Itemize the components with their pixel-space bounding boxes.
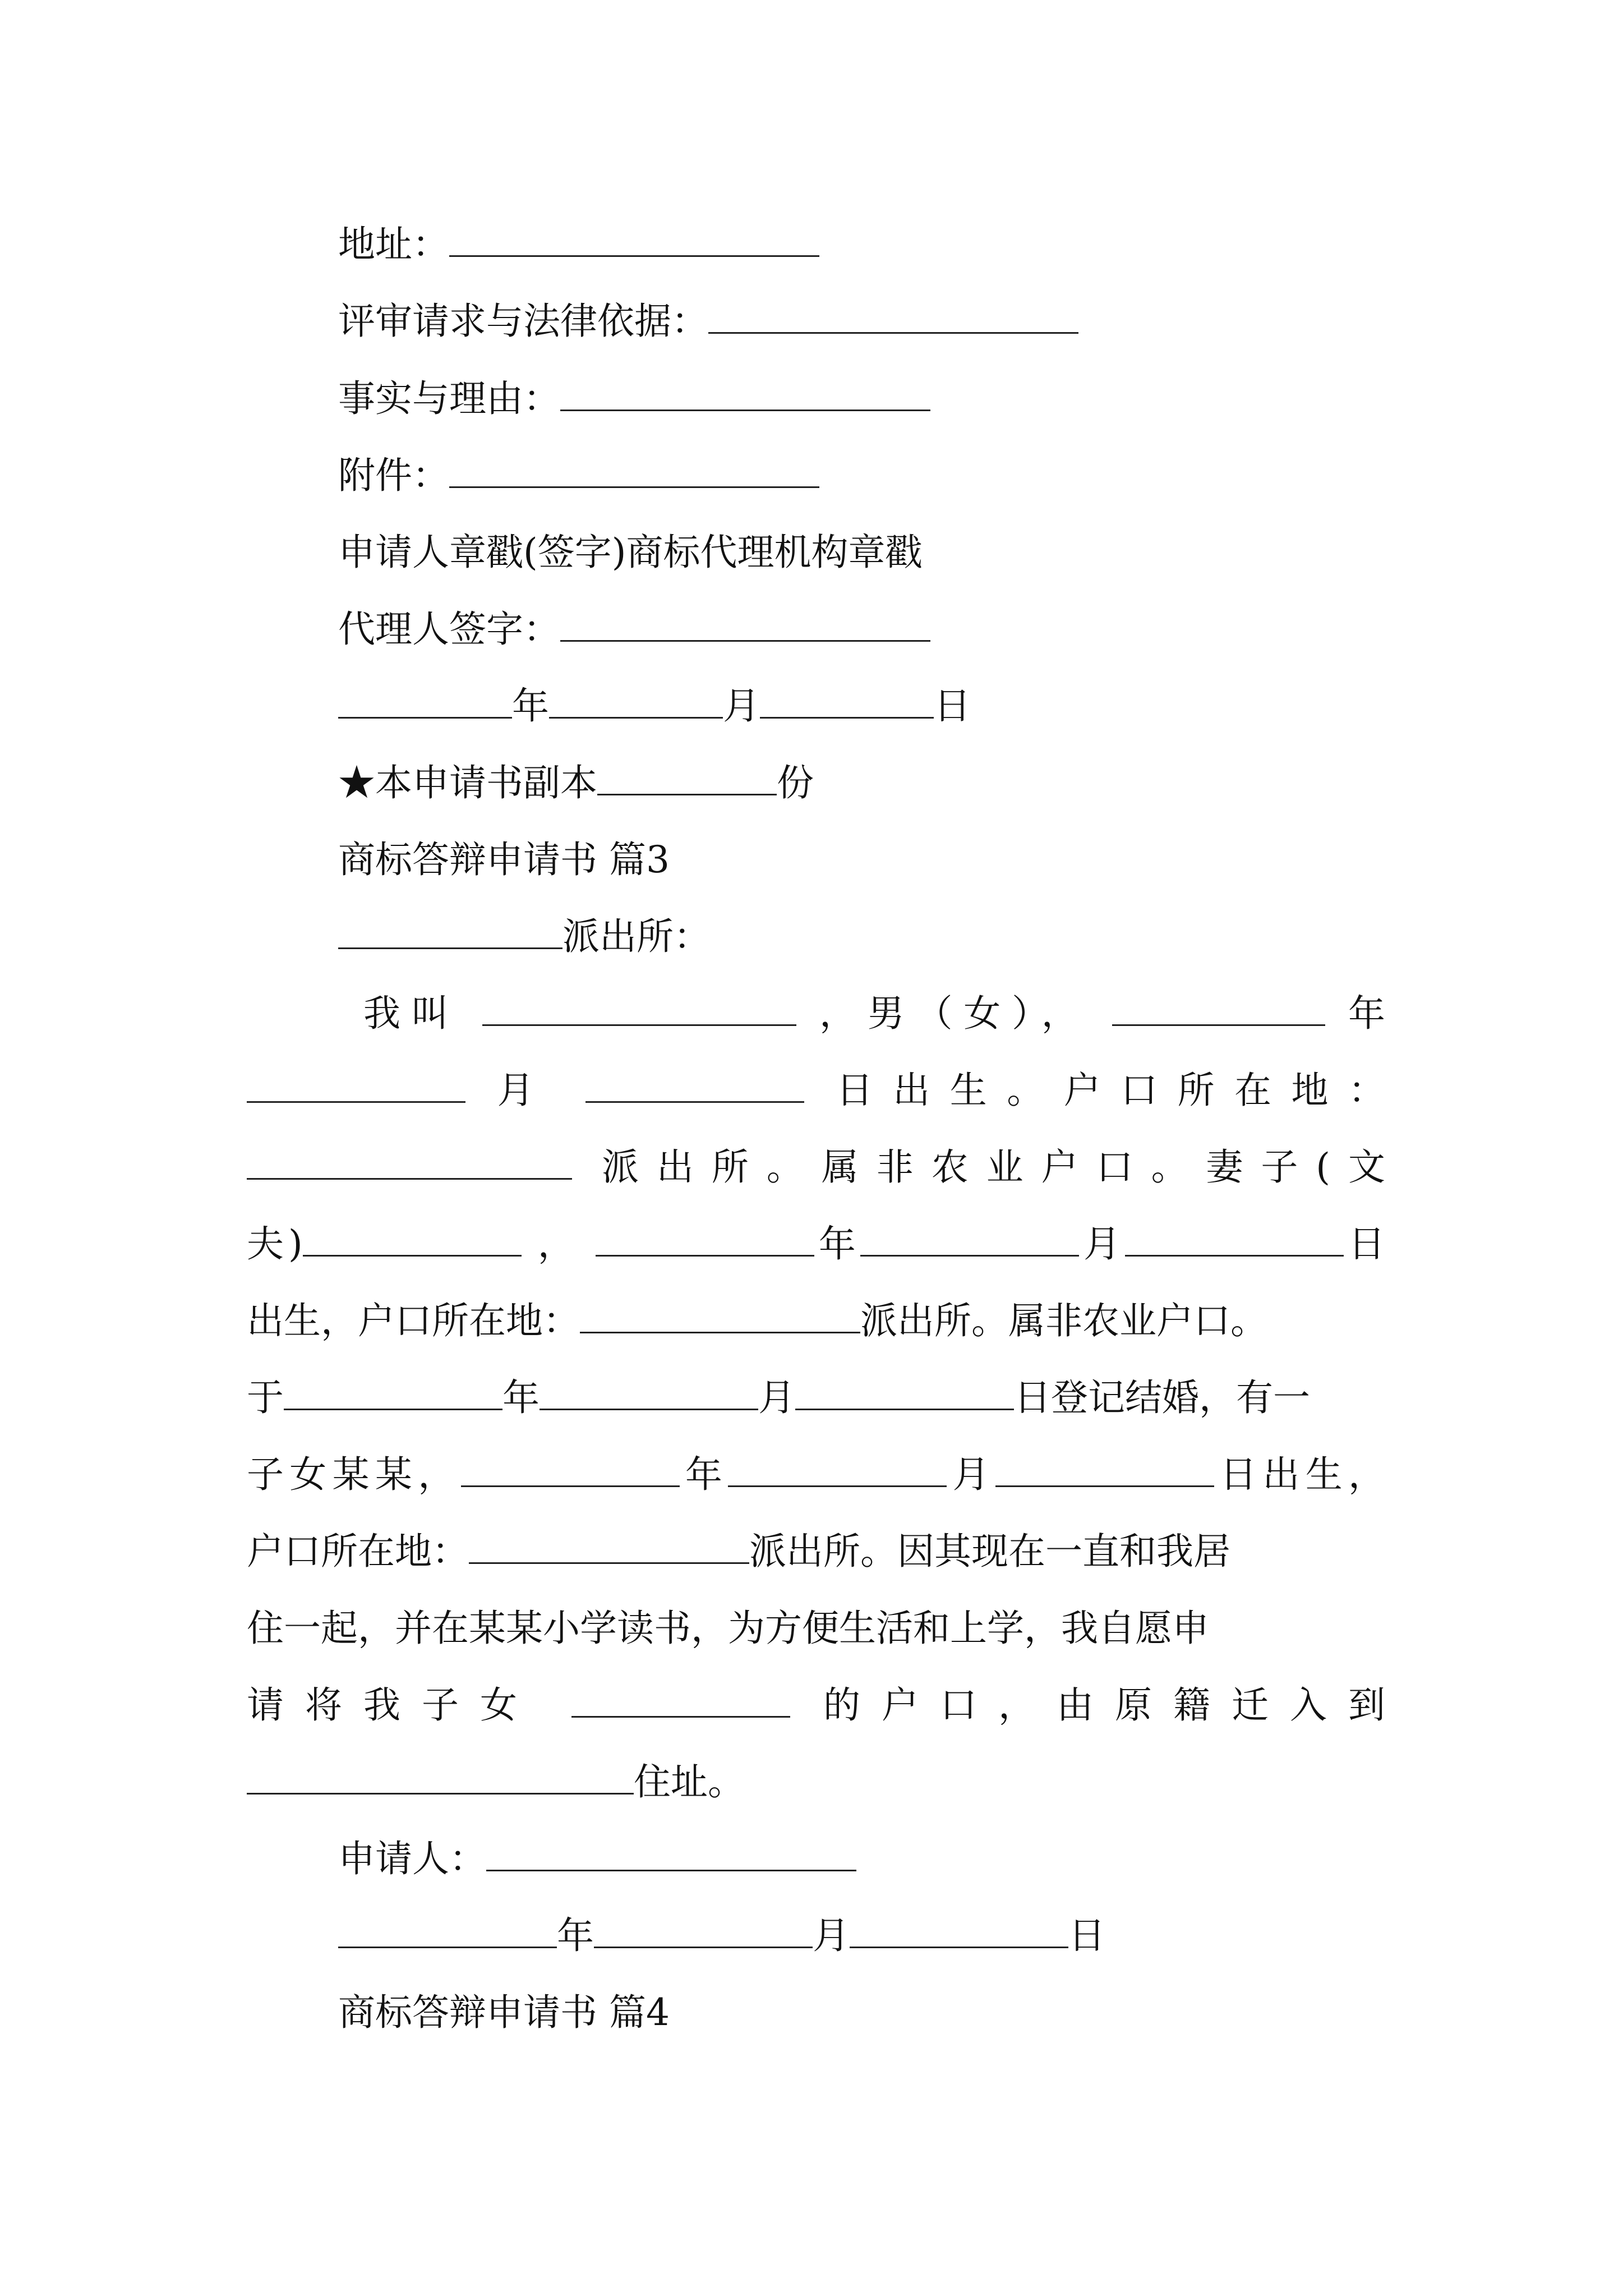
year-label: 年 (512, 684, 549, 728)
birth-day-blank[interactable] (585, 1066, 804, 1103)
review-request-blank[interactable] (708, 297, 1078, 334)
body-text: 子女某某， (247, 1453, 461, 1496)
body-text: 住址。 (634, 1760, 745, 1803)
body-text: 月 (758, 1376, 795, 1419)
year-label: 年 (557, 1914, 594, 1957)
name-blank[interactable] (482, 990, 796, 1026)
day-label: 日 (934, 684, 971, 728)
birth-month-blank[interactable] (247, 1066, 465, 1103)
body-text: 日 (1343, 1222, 1385, 1266)
marriage-month-blank[interactable] (540, 1374, 758, 1410)
spouse-name-blank[interactable] (303, 1220, 522, 1257)
agent-signature-label: 代理人签字： (338, 608, 560, 651)
body-line-1 (363, 987, 1385, 1041)
police-station-blank[interactable] (338, 913, 562, 949)
spouse-year-blank[interactable] (596, 1220, 814, 1257)
copies-blank[interactable] (597, 759, 777, 795)
heading-4-text: 商标答辩申请书 篇4 (338, 1991, 670, 2034)
date-line-2 (338, 1909, 1105, 1963)
body-line-3 (247, 1140, 1385, 1194)
body-line-7 (247, 1448, 1385, 1502)
applicant-line (338, 1832, 856, 1886)
year-blank[interactable] (338, 1912, 557, 1948)
body-text: 日出生。户口所在地： (836, 1069, 1386, 1112)
body-text: 请将我子女 (247, 1683, 539, 1727)
month-blank[interactable] (549, 682, 723, 719)
day-blank[interactable] (760, 682, 934, 719)
agent-signature-line (338, 602, 930, 656)
body-text: 出生，户口所在地： (247, 1299, 580, 1342)
spouse-household-blank[interactable] (580, 1297, 860, 1333)
body-text: 户口所在地： (247, 1530, 469, 1573)
body-text: 派出所。因其现在一直和我居 (749, 1530, 1230, 1573)
applicant-blank[interactable] (486, 1835, 856, 1871)
body-text: ，男（女）， (819, 992, 1090, 1035)
review-request-line (338, 295, 1078, 348)
child-name-blank[interactable] (571, 1681, 790, 1718)
marriage-year-blank[interactable] (284, 1374, 502, 1410)
agent-signature-blank[interactable] (560, 605, 930, 642)
address-blank[interactable] (449, 220, 819, 257)
child-household-blank[interactable] (469, 1527, 749, 1564)
month-blank[interactable] (594, 1912, 813, 1948)
birth-year-blank[interactable] (1112, 990, 1325, 1026)
heading-3-text: 商标答辩申请书 篇3 (338, 838, 670, 881)
child-month-blank[interactable] (728, 1451, 947, 1487)
seal-text: 申请人章戳(签字)商标代理机构章戳 (338, 531, 923, 574)
attachment-blank[interactable] (449, 452, 819, 488)
marriage-day-blank[interactable] (795, 1374, 1014, 1410)
body-line-10 (247, 1678, 1385, 1732)
attachment-label: 附件： (338, 454, 449, 497)
body-text: 住一起，并在某某小学读书，为方便生活和上学，我自愿申 (247, 1607, 1209, 1650)
body-line-5 (247, 1294, 1385, 1348)
body-text: 派出所。属非农业户口。妻子(文 (601, 1145, 1386, 1189)
body-text: 我叫 (363, 992, 460, 1035)
police-station-line (338, 910, 711, 964)
body-line-9 (247, 1602, 1385, 1655)
facts-blank[interactable] (560, 375, 930, 411)
body-line-6 (247, 1371, 1385, 1425)
body-text: 年 (1348, 992, 1386, 1035)
child-day-blank[interactable] (995, 1451, 1214, 1487)
body-text: 的户口，由原籍迁入到 (823, 1683, 1386, 1727)
year-blank[interactable] (338, 682, 512, 719)
body-text: 于 (247, 1376, 284, 1419)
facts-label: 事实与理由： (338, 377, 560, 420)
new-address-blank[interactable] (247, 1758, 634, 1795)
body-line-8 (247, 1525, 1385, 1579)
body-text: 夫) (247, 1222, 303, 1266)
body-line-2 (247, 1064, 1385, 1117)
applicant-label: 申请人： (338, 1837, 486, 1880)
spouse-day-blank[interactable] (1125, 1220, 1344, 1257)
month-label: 月 (723, 684, 760, 728)
heading-3 (338, 833, 670, 887)
attachment-line (338, 449, 819, 503)
body-text: 日登记结婚，有一 (1014, 1376, 1310, 1419)
spouse-month-blank[interactable] (860, 1220, 1079, 1257)
body-text: 年 (679, 1453, 728, 1496)
body-line-11 (247, 1755, 1385, 1809)
body-text: ， (537, 1222, 579, 1266)
seal-line (338, 526, 923, 579)
body-text: 月 (497, 1069, 554, 1112)
body-text: 派出所。属非农业户口。 (860, 1299, 1267, 1342)
copies-line (338, 756, 814, 810)
body-text: 月 (947, 1453, 995, 1496)
body-line-4 (247, 1217, 1385, 1271)
address-line (338, 218, 819, 272)
review-request-label: 评审请求与法律依据： (338, 300, 708, 343)
body-text: 月 (1078, 1222, 1125, 1266)
day-label: 日 (1068, 1914, 1105, 1957)
address-label: 地址： (338, 223, 449, 266)
day-blank[interactable] (850, 1912, 1068, 1948)
copies-suffix: 份 (777, 761, 814, 804)
date-line-1 (338, 679, 971, 733)
body-text: 日出生， (1214, 1453, 1386, 1496)
child-year-blank[interactable] (461, 1451, 680, 1487)
copies-prefix: ★本申请书副本 (338, 761, 597, 804)
body-text: 年 (814, 1222, 860, 1266)
month-label: 月 (813, 1914, 850, 1957)
facts-line (338, 372, 930, 426)
body-text: 年 (502, 1376, 540, 1419)
heading-4 (338, 1986, 670, 2040)
police-station-label: 派出所： (562, 915, 711, 958)
household-blank[interactable] (247, 1143, 572, 1180)
